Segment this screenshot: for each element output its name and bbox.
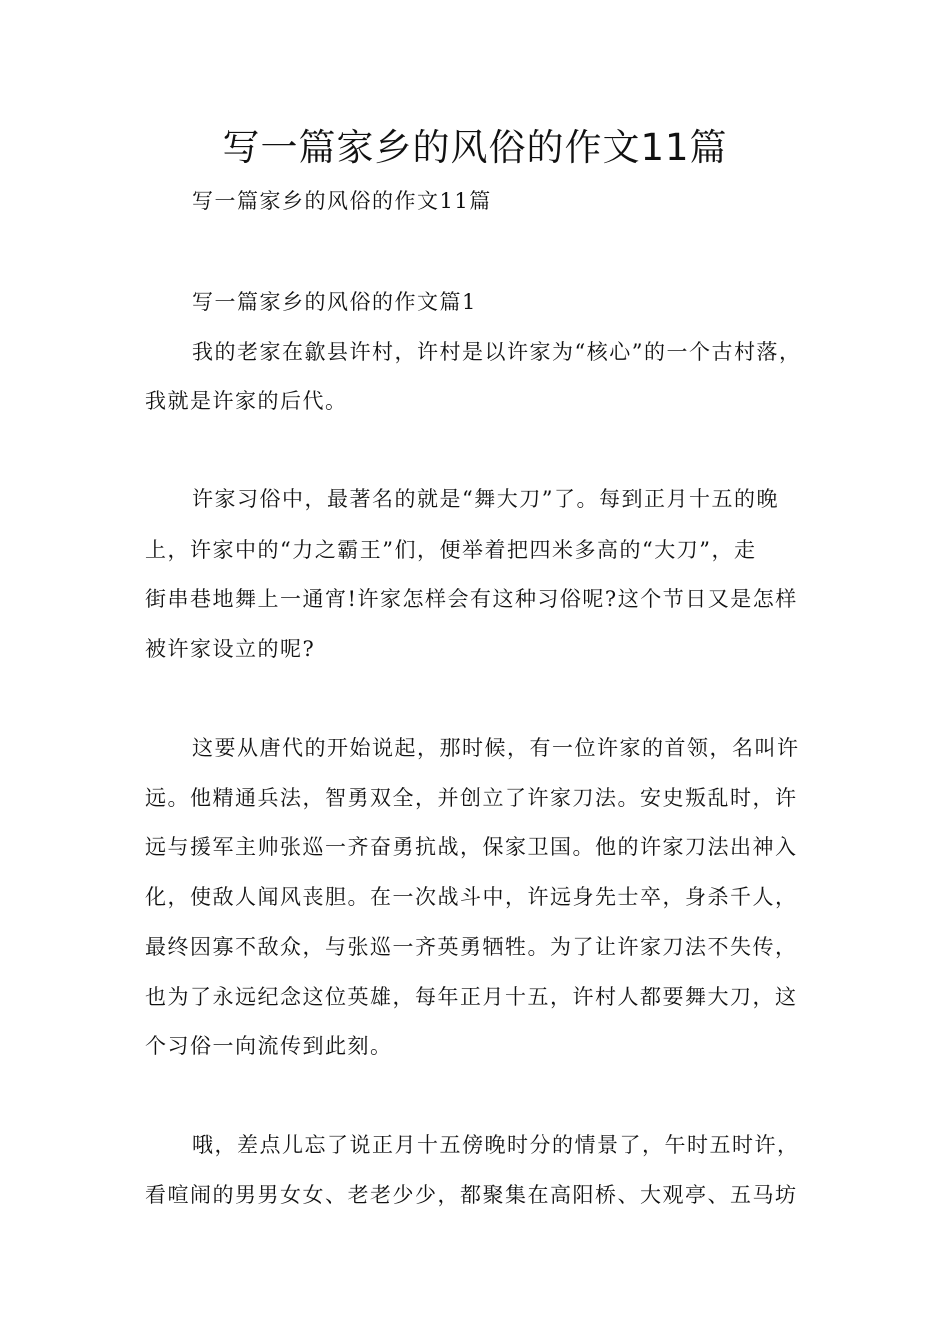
paragraph-line: 被许家设立的呢? bbox=[145, 637, 316, 661]
paragraph-line: 化，使敌人闻风丧胆。在一次战斗中，许远身先士卒，身杀千人， bbox=[145, 885, 798, 909]
paragraph-line: 也为了永远纪念这位英雄，每年正月十五，许村人都要舞大刀，这 bbox=[145, 985, 798, 1009]
document-title: 写一篇家乡的风俗的作文11篇 bbox=[222, 126, 728, 169]
paragraph-line: 远。他精通兵法，智勇双全，并创立了许家刀法。安史叛乱时，许 bbox=[145, 786, 798, 810]
paragraph-line: 个习俗一向流传到此刻。 bbox=[145, 1034, 393, 1058]
paragraph-line: 看喧闹的男男女女、老老少少，都聚集在高阳桥、大观亭、五马坊 bbox=[145, 1183, 798, 1207]
paragraph-line: 最终因寡不敌众，与张巡一齐英勇牺牲。为了让许家刀法不失传， bbox=[145, 935, 798, 959]
paragraph-line: 许家习俗中，最著名的就是“舞大刀”了。每到正月十五的晚 bbox=[192, 487, 779, 511]
paragraph-line: 我的老家在歙县许村，许村是以许家为“核心”的一个古村落， bbox=[192, 340, 802, 364]
section-heading: 写一篇家乡的风俗的作文篇1 bbox=[192, 290, 477, 314]
paragraph-line: 哦，差点儿忘了说正月十五傍晚时分的情景了，午时五时许， bbox=[192, 1133, 800, 1157]
document-subtitle: 写一篇家乡的风俗的作文11篇 bbox=[192, 189, 492, 213]
paragraph-line: 远与援军主帅张巡一齐奋勇抗战，保家卫国。他的许家刀法出神入 bbox=[145, 835, 798, 859]
paragraph-line: 街串巷地舞上一通宵!许家怎样会有这种习俗呢?这个节日又是怎样 bbox=[145, 587, 798, 611]
paragraph-line: 上，许家中的“力之霸王”们，便举着把四米多高的“大刀”，走 bbox=[145, 538, 757, 562]
paragraph-line: 这要从唐代的开始说起，那时候，有一位许家的首领，名叫许 bbox=[192, 736, 800, 760]
paragraph-line: 我就是许家的后代。 bbox=[145, 389, 348, 413]
